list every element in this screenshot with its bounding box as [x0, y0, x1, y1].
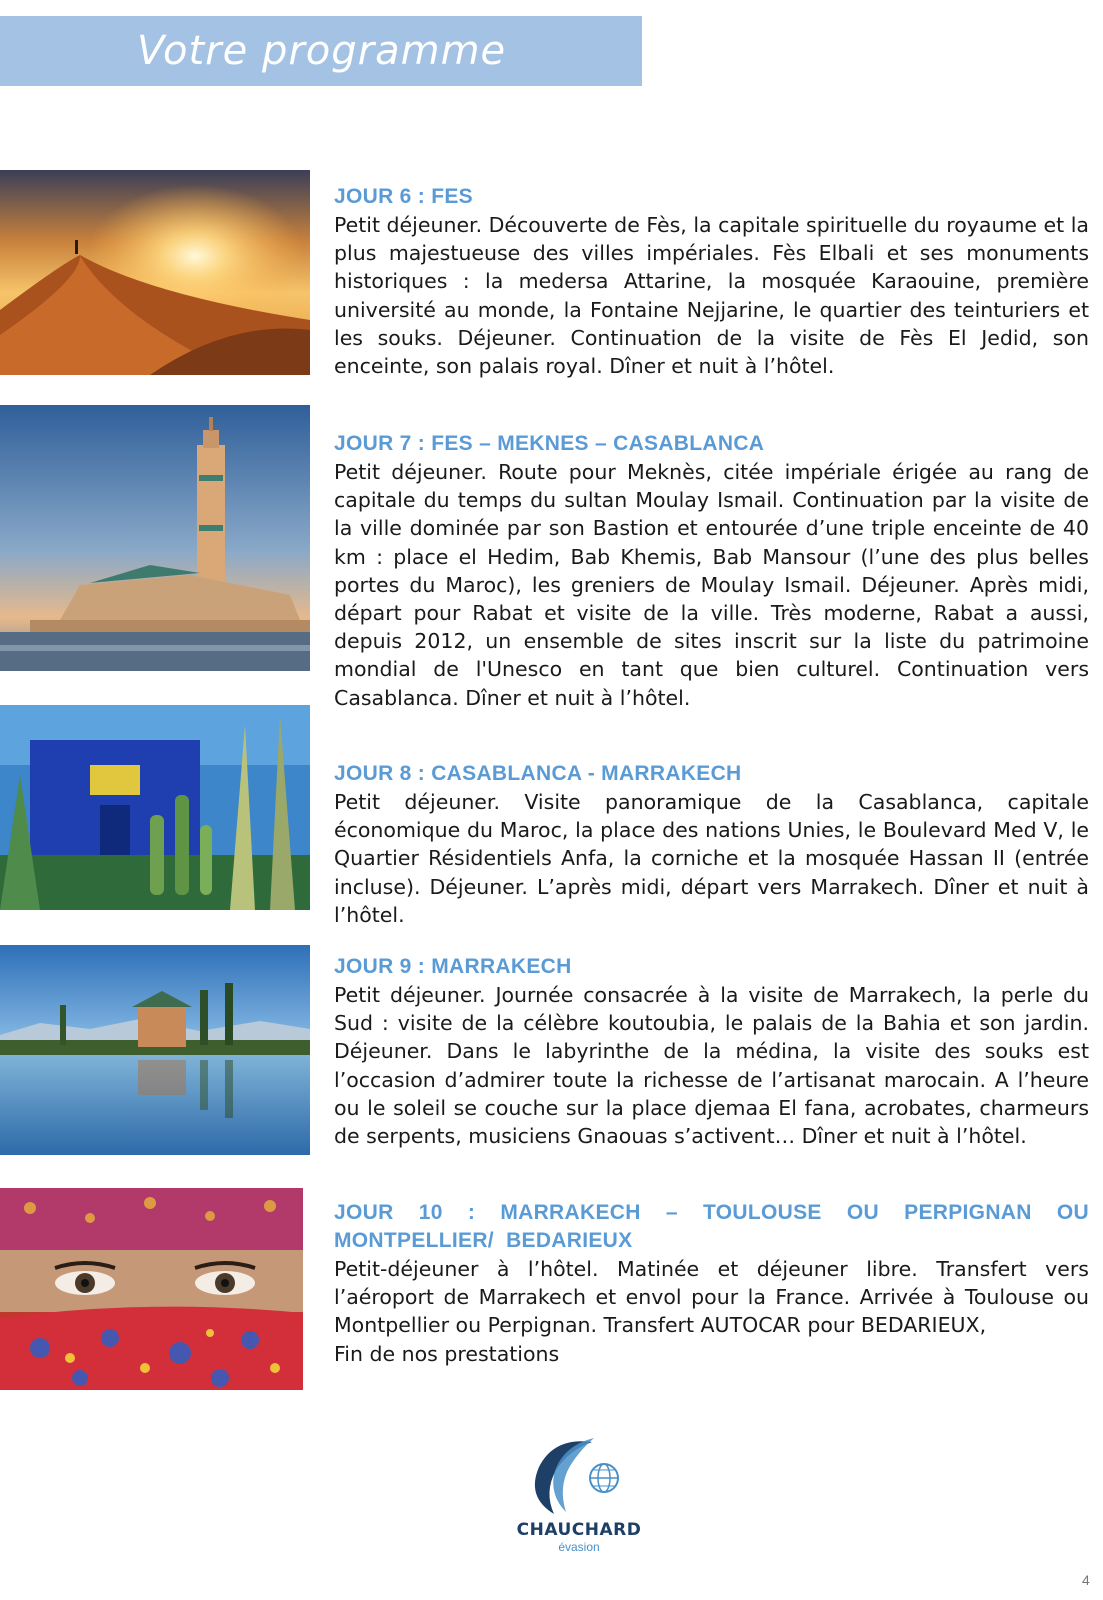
chauchard-logo [514, 1432, 644, 1560]
page-title: Votre programme [137, 28, 507, 74]
day-section-10 [334, 1199, 1089, 1368]
logo-name: CHAUCHARD [516, 1520, 642, 1540]
day-section-9 [334, 953, 1089, 1150]
day-description: Petit déjeuner. Journée consacrée à la visite de Marrakech, la perle du Sud : visite de la célèbre koutoubia, le palais de la Bahia et son jardin. Déjeuner. Dans le labyrinthe de la médina, la visite des souks est l’occasion d’admirer toute la richesse de l’artisanat marocain. A l’heure ou le soleil se couche sur la place djemaa El fana, acrobates, charmeurs de serpents, musiciens Gnaouas s’activent… Dîner et nuit à l’hôtel. [334, 983, 1089, 1149]
desert-sunset-dune-photo [0, 170, 310, 375]
day-title: JOUR 6 : FES [334, 185, 473, 208]
day-title: JOUR 7 : FES – MEKNES – CASABLANCA [334, 432, 765, 455]
day-section-6 [334, 183, 1089, 380]
day-title: JOUR 10 : MARRAKECH – TOULOUSE OU PERPIGNAN OU MONTPELLIER/ BEDARIEUX [334, 1201, 1089, 1252]
day-section-8 [334, 760, 1089, 929]
majorelle-garden-photo [0, 705, 310, 910]
day-description: Petit déjeuner. Route pour Meknès, citée impériale érigée au rang de capitale du temps du sultan Moulay Ismail. Continuation par la visite de la ville dominée par son Bastion et entourée d’une triple enceinte de 40 km : place el Hedim, Bab Khemis, Bab Mansour (l’une des plus belles portes du Maroc), les greniers de Moulay Ismail. Déjeuner. Après midi, départ pour Rabat et visite de la ville. Très moderne, Rabat a aussi, depuis 2012, un ensemble de sites inscrit sur la liste du patrimoine mondial de l'Unesco en tant que bien culturel. Continuation vers Casablanca. Dîner et nuit à l’hôtel. [334, 460, 1089, 710]
logo-tagline: évasion [558, 1540, 600, 1554]
closing-text: Fin de nos prestations [334, 1341, 560, 1366]
day-description: Petit déjeuner. Visite panoramique de la Casablanca, capitale économique du Maroc, la place des nations Unies, le Boulevard Med V, le Quartier Résidentiels Anfa, la corniche et la mosquée Hassan II (entrée incluse). Déjeuner. L’après midi, départ vers Marrakech. Dîner et nuit à l’hôtel. [334, 790, 1089, 927]
day-description: Petit déjeuner. Découverte de Fès, la capitale spirituelle du royaume et la plus majestueuse des villes impériales. Fès Elbali et ses monuments historiques : la medersa Attarine, la mosquée Karaouine, première université au monde, la Fontaine Nejjarine, le quartier des teinturiers et les souks. Déjeuner. Continuation de la visite de Fès El Jedid, son enceinte, son palais royal. Dîner et nuit à l’hôtel. [334, 213, 1089, 379]
day-title: JOUR 8 : CASABLANCA - MARRAKECH [334, 762, 742, 785]
day-section-7 [334, 430, 1089, 712]
page-number: 4 [1082, 1572, 1090, 1588]
day-description: Petit-déjeuner à l’hôtel. Matinée et déjeuner libre. Transfert vers l’aéroport de Marrakech et envol pour la France. Arrivée à Toulouse ou Montpellier ou Perpignan. Transfert AUTOCAR pour BEDARIEUX, [334, 1257, 1089, 1338]
veiled-woman-photo [0, 1188, 303, 1390]
menara-pavilion-photo [0, 945, 310, 1155]
day-title: JOUR 9 : MARRAKECH [334, 955, 572, 978]
chauchard-globe-logo [514, 1432, 644, 1522]
hassan-ii-mosque-photo [0, 405, 310, 671]
